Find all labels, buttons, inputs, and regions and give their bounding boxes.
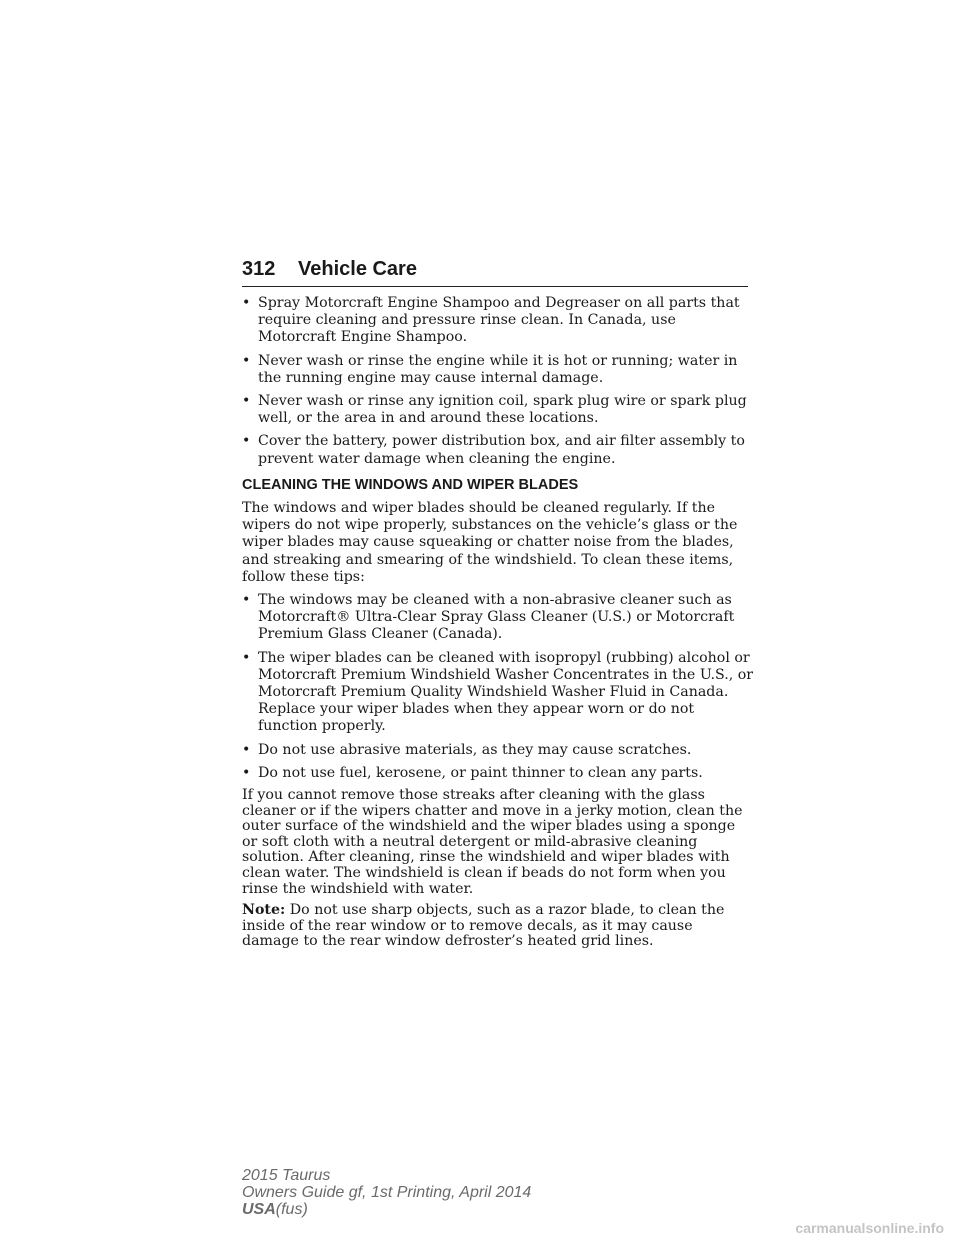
list-item [242, 433, 754, 467]
list-item-text: Do not use abrasive materials, as they may cause scratches. [258, 741, 692, 758]
page-header [242, 256, 748, 287]
page-content [242, 295, 754, 956]
list-item-text: Never wash or rinse any ignition coil, spark plug wire or spark plug well, or the area in and around these locations. [258, 393, 747, 427]
footer-market [242, 1201, 531, 1218]
list-item [242, 650, 754, 736]
list-item [242, 592, 754, 644]
footer-country: USA [242, 1201, 276, 1218]
list-item [242, 765, 754, 782]
page-number: 312 [242, 258, 276, 280]
section-title: Vehicle Care [298, 258, 417, 280]
bullet-glyph: • [242, 764, 251, 781]
bullet-glyph: • [242, 393, 251, 410]
note-text: Do not use sharp objects, such as a razor blade, to clean the inside of the rear window or to remove decals, as it may cause damage to the rear window defroster’s heated grid lines. [242, 902, 725, 950]
list-item-text: The wiper blades can be cleaned with isopropyl (rubbing) alcohol or Motorcraft Premium Windshield Washer Concentrates in the U.S., or Motorcraft Premium Quality Windshield Washer Fluid in Canada. Replace your wiper blades when they appear worn or do not function properly. [258, 649, 754, 735]
footer-edition: Owners Guide gf, 1st Printing, April 2014 [242, 1184, 532, 1201]
print-footer [242, 1167, 531, 1218]
note-paragraph [242, 903, 754, 950]
note-label: Note: [242, 902, 286, 919]
list-item [242, 393, 754, 427]
list-item [242, 742, 754, 759]
windows-heading: CLEANING THE WINDOWS AND WIPER BLADES [242, 476, 579, 493]
footer-model: 2015 Taurus [242, 1167, 331, 1184]
list-item-text: Never wash or rinse the engine while it is hot or running; water in the running engine may cause internal damage. [258, 352, 738, 386]
bullet-glyph: • [242, 295, 251, 311]
bullet-glyph: • [242, 592, 251, 609]
list-item-text: Do not use fuel, kerosene, or paint thinner to clean any parts. [258, 764, 703, 781]
footer-code: (fus) [275, 1201, 308, 1218]
list-item-text: The windows may be cleaned with a non-abrasive cleaner such as Motorcraft® Ultra-Clear Spray Glass Cleaner (U.S.) or Motorcraft Premium Glass Cleaner (Canada). [258, 592, 735, 643]
list-item-text: Spray Motorcraft Engine Shampoo and Degreaser on all parts that require cleaning and pressure rinse clean. In Canada, use Motorcraft Engine Shampoo. [258, 295, 740, 346]
site-watermark: carmanualsonline.info [795, 1220, 944, 1236]
list-item-text: Cover the battery, power distribution box, and air filter assembly to prevent water damage when cleaning the engine. [258, 433, 745, 467]
bullet-glyph: • [242, 649, 251, 666]
windows-intro: The windows and wiper blades should be cleaned regularly. If the wipers do not wipe properly, substances on the vehicle’s glass or the wiper blades may cause squeaking or chatter noise from the blades, and streaking and smearing of the windshield. To clean these items, follow these tips: [242, 500, 738, 585]
bullet-glyph: • [242, 352, 251, 369]
streaks-paragraph: If you cannot remove those streaks after cleaning with the glass cleaner or if the wipers chatter and move in a jerky motion, clean the outer surface of the windshield and the wiper blades using a sponge or soft cloth with a neutral detergent or mild-abrasive cleaning solution. After cleaning, rinse the windshield and wiper blades with clean water. The windshield is clean if beads do not form when you rinse the windshield with water. [242, 787, 743, 897]
list-item [242, 295, 754, 347]
bullet-glyph: • [242, 741, 251, 758]
bullet-glyph: • [242, 433, 251, 450]
list-item [242, 353, 754, 387]
